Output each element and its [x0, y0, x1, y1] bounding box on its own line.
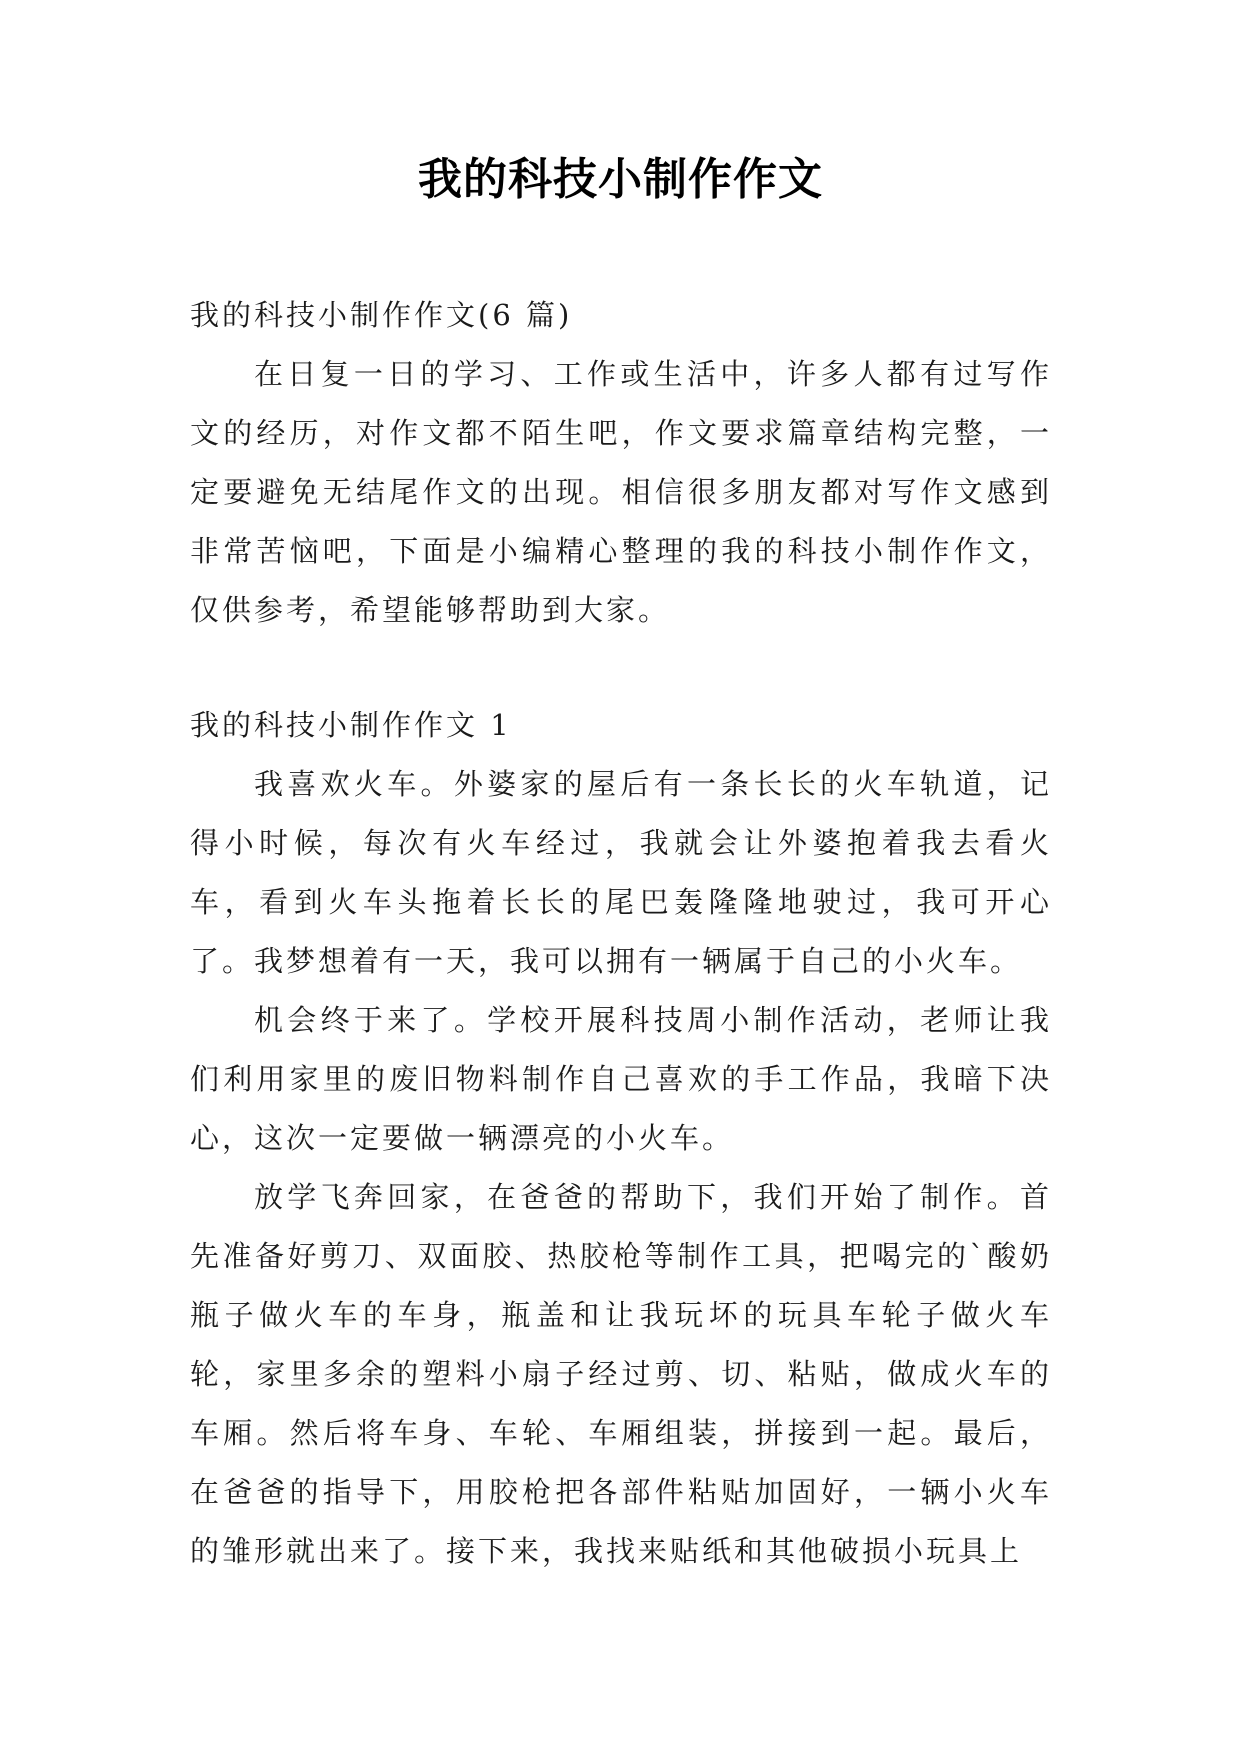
- document-subtitle: 我的科技小制作作文(6 篇): [190, 298, 573, 332]
- section-spacer: [190, 640, 1052, 696]
- body-paragraph: 机会终于来了。学校开展科技周小制作活动，老师让我们利用家里的废旧物料制作自己喜欢的手工作品，我暗下决心，这次一定要做一辆漂亮的小火车。: [190, 1003, 1052, 1155]
- section-heading: 我的科技小制作作文 1: [190, 708, 512, 742]
- body-paragraph: 我喜欢火车。外婆家的屋后有一条长长的火车轨道，记得小时候，每次有火车经过，我就会让外婆抱着我去看火车，看到火车头拖着长长的尾巴轰隆隆地驶过，我可开心了。我梦想着有一天，我可以拥有一辆属于自己的小火车。: [190, 767, 1052, 978]
- intro-paragraph: 在日复一日的学习、工作或生活中，许多人都有过写作文的经历，对作文都不陌生吧，作文要求篇章结构完整，一定要避免无结尾作文的出现。相信很多朋友都对写作文感到非常苦恼吧，下面是小编精心整理的我的科技小制作作文，仅供参考，希望能够帮助到大家。: [190, 357, 1052, 627]
- body-paragraph: 放学飞奔回家，在爸爸的帮助下，我们开始了制作。首先准备好剪刀、双面胶、热胶枪等制作工具，把喝完的`酸奶瓶子做火车的车身，瓶盖和让我玩坏的玩具车轮子做火车轮，家里多余的塑料小扇子经过剪、切、粘贴，做成火车的车厢。然后将车身、车轮、车厢组装，拼接到一起。最后，在爸爸的指导下，用胶枪把各部件粘贴加固好，一辆小火车的雏形就出来了。接下来，我找来贴纸和其他破损小玩具上: [190, 1180, 1052, 1568]
- document-title: 我的科技小制作作文: [418, 154, 823, 205]
- document-body: [190, 286, 1052, 1581]
